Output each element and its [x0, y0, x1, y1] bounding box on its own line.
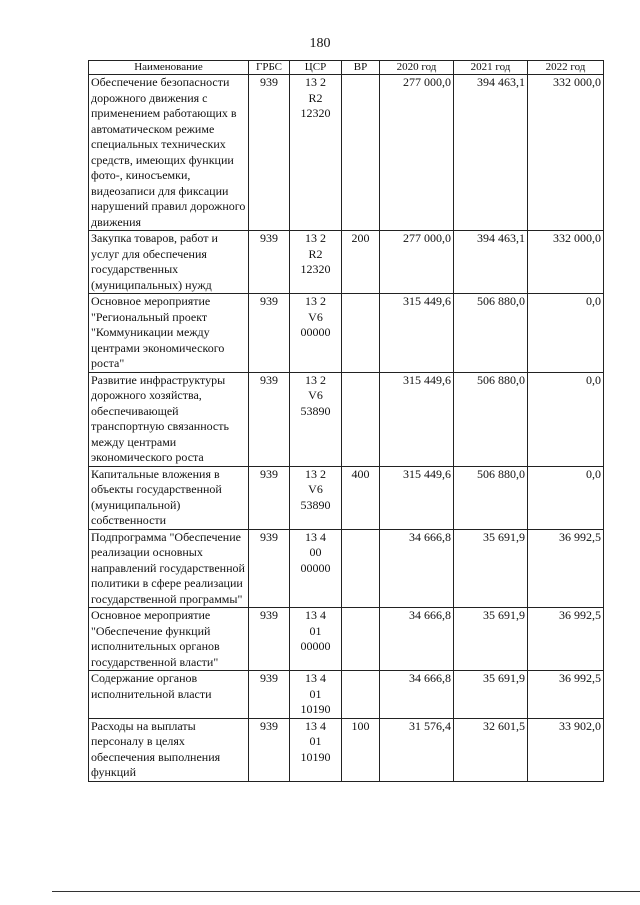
cell-2022: 33 902,0: [528, 718, 604, 781]
cell-2020: 315 449,6: [380, 294, 454, 373]
header-2022: 2022 год: [528, 61, 604, 75]
cell-grbs: 939: [249, 608, 290, 671]
table-row: [89, 372, 604, 466]
header-vr: ВР: [342, 61, 380, 75]
cell-2022: 0,0: [528, 294, 604, 373]
cell-csr: 13 4 00 00000: [290, 529, 342, 608]
cell-2021: 35 691,9: [454, 529, 528, 608]
cell-vr: [342, 372, 380, 466]
cell-2021: 35 691,9: [454, 671, 528, 719]
header-grbs: ГРБС: [249, 61, 290, 75]
cell-grbs: 939: [249, 372, 290, 466]
cell-grbs: 939: [249, 231, 290, 294]
header-name: Наименование: [89, 61, 249, 75]
cell-2022: 0,0: [528, 466, 604, 529]
cell-grbs: 939: [249, 294, 290, 373]
header-2021: 2021 год: [454, 61, 528, 75]
table-row: [89, 231, 604, 294]
cell-2021: 32 601,5: [454, 718, 528, 781]
cell-name: Капитальные вложения в объекты государственной (муниципальной) собственности: [89, 466, 249, 529]
cell-grbs: 939: [249, 671, 290, 719]
header-row: [89, 61, 604, 75]
cell-2020: 315 449,6: [380, 372, 454, 466]
cell-2021: 506 880,0: [454, 294, 528, 373]
cell-2021: 394 463,1: [454, 75, 528, 231]
cell-grbs: 939: [249, 75, 290, 231]
budget-table: [88, 60, 604, 782]
table-row: [89, 671, 604, 719]
table-row: [89, 608, 604, 671]
cell-grbs: 939: [249, 529, 290, 608]
cell-grbs: 939: [249, 718, 290, 781]
cell-name: Закупка товаров, работ и услуг для обеспечения государственных (муниципальных) нужд: [89, 231, 249, 294]
cell-2021: 506 880,0: [454, 466, 528, 529]
cell-2021: 394 463,1: [454, 231, 528, 294]
cell-csr: 13 2 R2 12320: [290, 231, 342, 294]
cell-2022: 36 992,5: [528, 529, 604, 608]
cell-2020: 277 000,0: [380, 231, 454, 294]
cell-vr: 200: [342, 231, 380, 294]
table-row: [89, 529, 604, 608]
cell-2022: 0,0: [528, 372, 604, 466]
cell-csr: 13 2 V6 53890: [290, 466, 342, 529]
cell-vr: 400: [342, 466, 380, 529]
cell-name: Содержание органов исполнительной власти: [89, 671, 249, 719]
cell-vr: [342, 75, 380, 231]
cell-2020: 34 666,8: [380, 529, 454, 608]
cell-name: Обеспечение безопасности дорожного движения с применением работающих в автоматическом режиме специальных технических средств, имеющих функции фото-, киносъемки, видеозаписи для фиксации нарушений правил дорожного движения: [89, 75, 249, 231]
cell-vr: [342, 608, 380, 671]
cell-grbs: 939: [249, 466, 290, 529]
cell-2020: 34 666,8: [380, 608, 454, 671]
cell-2022: 36 992,5: [528, 608, 604, 671]
cell-vr: [342, 294, 380, 373]
cell-2022: 36 992,5: [528, 671, 604, 719]
cell-csr: 13 2 R2 12320: [290, 75, 342, 231]
cell-2020: 315 449,6: [380, 466, 454, 529]
table-row: [89, 75, 604, 231]
cell-csr: 13 4 01 10190: [290, 671, 342, 719]
cell-vr: [342, 671, 380, 719]
cell-name: Расходы на выплаты персоналу в целях обеспечения выполнения функций: [89, 718, 249, 781]
cell-name: Подпрограмма "Обеспечение реализации основных направлений государственной политики в сфере реализации государственной программы": [89, 529, 249, 608]
cell-csr: 13 2 V6 00000: [290, 294, 342, 373]
cell-2021: 35 691,9: [454, 608, 528, 671]
cell-2022: 332 000,0: [528, 231, 604, 294]
table-row: [89, 466, 604, 529]
cell-2021: 506 880,0: [454, 372, 528, 466]
cell-vr: [342, 529, 380, 608]
bottom-divider: [52, 891, 640, 892]
cell-2022: 332 000,0: [528, 75, 604, 231]
table-row: [89, 294, 604, 373]
cell-csr: 13 4 01 10190: [290, 718, 342, 781]
cell-2020: 277 000,0: [380, 75, 454, 231]
cell-vr: 100: [342, 718, 380, 781]
cell-2020: 31 576,4: [380, 718, 454, 781]
cell-csr: 13 2 V6 53890: [290, 372, 342, 466]
cell-name: Развитие инфраструктуры дорожного хозяйства, обеспечивающей транспортную связанность между центрами экономического роста: [89, 372, 249, 466]
cell-name: Основное мероприятие "Региональный проект "Коммуникации между центрами экономического роста": [89, 294, 249, 373]
cell-name: Основное мероприятие "Обеспечение функций исполнительных органов государственной власти": [89, 608, 249, 671]
header-2020: 2020 год: [380, 61, 454, 75]
table-row: [89, 718, 604, 781]
cell-2020: 34 666,8: [380, 671, 454, 719]
cell-csr: 13 4 01 00000: [290, 608, 342, 671]
header-csr: ЦСР: [290, 61, 342, 75]
page-number: 180: [309, 36, 331, 51]
